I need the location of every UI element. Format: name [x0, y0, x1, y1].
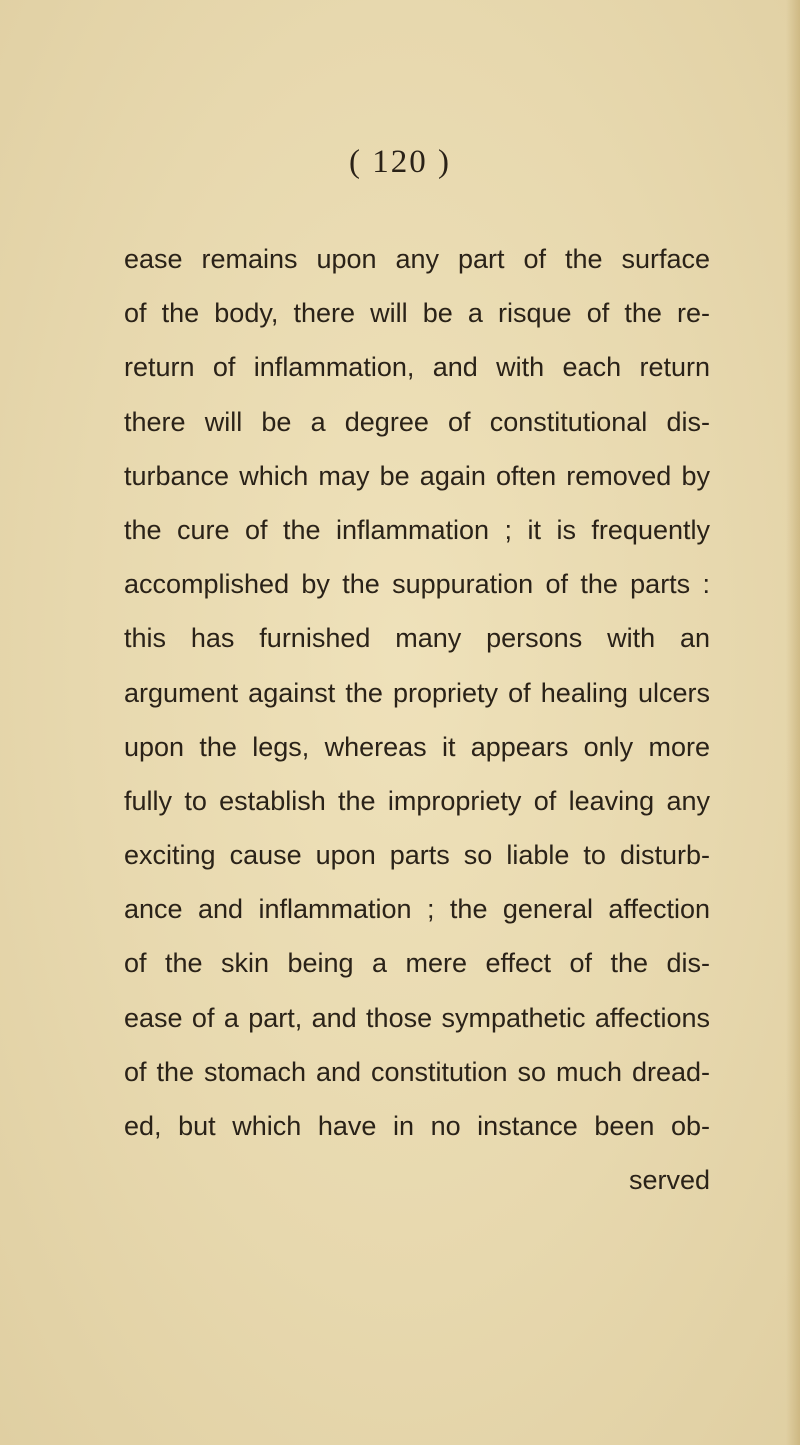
- text-line: fully to establish the impropriety of leaving any: [124, 785, 710, 816]
- text-line: accomplished by the suppuration of the parts :: [124, 569, 710, 600]
- text-line: ease of a part, and those sympathetic affections: [124, 1002, 710, 1033]
- text-line: turbance which may be again often removed by: [124, 460, 710, 491]
- text-line: ance and inflammation ; the general affection: [124, 894, 710, 925]
- text-line: exciting cause upon parts so liable to disturb-: [124, 840, 710, 871]
- text-line: argument against the propriety of healing ulcers: [124, 677, 710, 708]
- body-text: [124, 232, 710, 1207]
- text-line: of the body, there will be a risque of the re-: [124, 298, 710, 329]
- text-line: of the stomach and constitution so much dread-: [124, 1056, 710, 1087]
- page-number: ( 120 ): [349, 144, 451, 180]
- text-line: ed, but which have in no instance been ob-: [124, 1111, 710, 1141]
- text-line: there will be a degree of constitutional dis-: [124, 406, 710, 437]
- text-line: ease remains upon any part of the surface: [124, 244, 710, 274]
- page-edge-shadow: [786, 0, 800, 1445]
- text-line: of the skin being a mere effect of the dis-: [124, 948, 710, 979]
- page-number-header: [0, 144, 800, 181]
- text-line: the cure of the inflammation ; it is frequently: [124, 514, 710, 545]
- text-line: return of inflammation, and with each return: [124, 352, 710, 383]
- text-line: upon the legs, whereas it appears only more: [124, 731, 710, 762]
- text-line: this has furnished many persons with an: [124, 623, 710, 654]
- catchword: served: [628, 1165, 710, 1196]
